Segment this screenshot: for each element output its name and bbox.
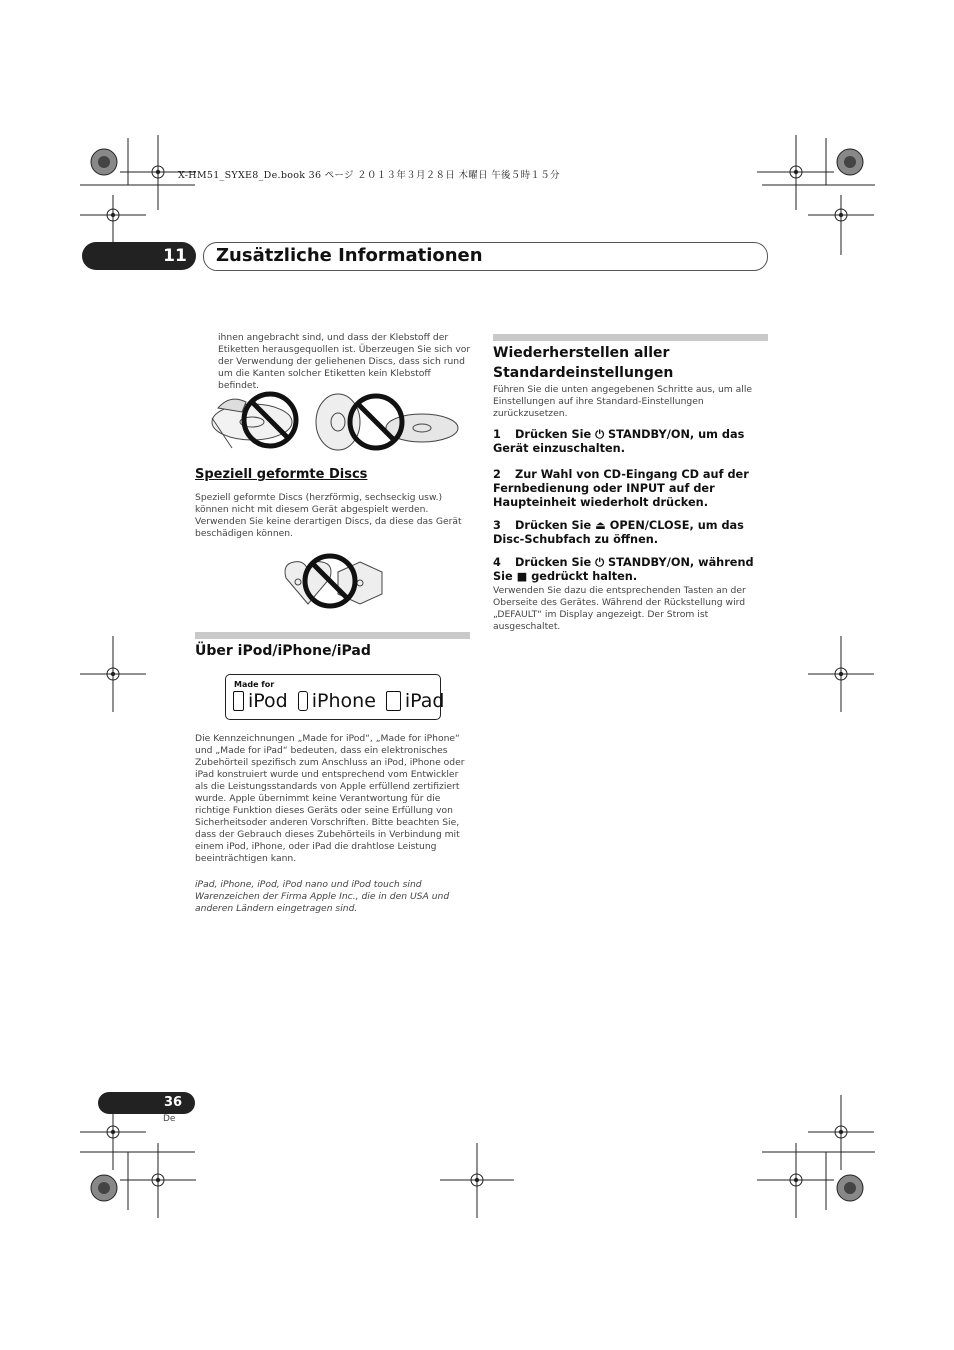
page-language: De	[163, 1114, 176, 1124]
ipod-heading: Über iPod/iPhone/iPad	[195, 643, 371, 659]
step-3	[493, 519, 769, 547]
ipod-icon	[233, 691, 244, 711]
section-bar-left	[195, 632, 470, 639]
step-text: Zur Wahl von CD-Eingang CD auf der Fernbedienung oder INPUT auf der Haupteinheit wiederholt drücken.	[493, 468, 749, 509]
made-for-label: Made for	[234, 680, 275, 689]
step-text: Drücken Sie ⏻ STANDBY/ON, um das Gerät einzuschalten.	[493, 428, 745, 455]
trademark-text: iPad, iPhone, iPod, iPod nano und iPod touch sind Warenzeichen der Firma Apple Inc., die in den USA und anderen Ländern eingetragen sind.	[195, 879, 450, 914]
device-row	[233, 690, 444, 712]
step-number: 2	[493, 468, 501, 481]
print-header: X-HM51_SYXE8_De.book 36 ページ ２０１３年３月２８日 木曜日 午後５時１５分	[178, 170, 560, 181]
iphone-label: iPhone	[311, 690, 376, 712]
reset-intro: Führen Sie die unten angegebenen Schritte aus, um alle Einstellungen auf ihre Standard-Einstellungen zurückzusetzen.	[493, 384, 753, 419]
step-1	[493, 428, 769, 456]
intro-text: ihnen angebracht sind, und dass der Klebstoff der Etiketten herausgequollen ist. Überzeugen Sie sich vor der Verwendung der geliehenen Discs, dass sich rund um die Kanten solcher Etiketten kein Klebstoff befindet.	[218, 332, 471, 391]
ipad-icon	[386, 691, 401, 711]
shaped-discs-text: Speziell geformte Discs (herzförmig, sechseckig usw.) können nicht mit diesem Gerät abgespielt werden. Verwenden Sie keine derartigen Discs, da diese das Gerät beschädigen können.	[195, 492, 462, 539]
step-number: 4	[493, 556, 501, 569]
step-note: Verwenden Sie dazu die entsprechenden Tasten an der Oberseite des Gerätes. Während der Rückstellung wird „DEFAULT“ im Display angezeigt. Der Strom ist ausgeschaltet.	[493, 585, 746, 632]
label-disc-warning-illustration	[208, 388, 470, 452]
step-text: Drücken Sie ⏻ STANDBY/ON, während Sie ■ gedrückt halten.	[493, 556, 754, 583]
chapter-title: Zusätzliche Informationen	[216, 245, 483, 266]
chapter-number: 11	[163, 246, 187, 266]
step-number: 1	[493, 428, 501, 441]
shaped-discs-heading: Speziell geformte Discs	[195, 467, 368, 482]
step-4	[493, 556, 769, 584]
ipad-label: iPad	[404, 690, 445, 712]
reset-heading: Wiederherstellen aller Standardeinstellungen	[493, 345, 674, 381]
step-number: 3	[493, 519, 501, 532]
ipod-label: iPod	[248, 690, 288, 712]
ipod-text: Die Kennzeichnungen „Made for iPod“, „Made for iPhone“ und „Made for iPad“ bedeuten, dass ein elektronisches Zubehörteil spezifisch zum Anschluss an iPod, iPhone oder iPad konstruiert wurde und entsprechend vom Entwickler als die Leistungsstandards von Apple erfüllend zertifiziert wurde. Apple übernimmt keine Verantwortung für die richtige Funktion dieses Geräts oder seine Erfüllung von Sicherheitsoder anderen Vorschriften. Bitte beachten Sie, dass der Gebrauch dieses Zubehörteils in Verbindung mit einem iPod, iPhone, oder iPad die drahtlose Leistung beeinträchtigen kann.	[195, 733, 465, 864]
step-2	[493, 468, 769, 510]
section-bar-right	[493, 334, 768, 341]
iphone-icon	[298, 691, 308, 711]
page-number: 36	[163, 1095, 183, 1110]
shaped-disc-warning-illustration	[278, 552, 388, 612]
step-text: Drücken Sie ⏏ OPEN/CLOSE, um das Disc-Schubfach zu öffnen.	[493, 519, 744, 546]
